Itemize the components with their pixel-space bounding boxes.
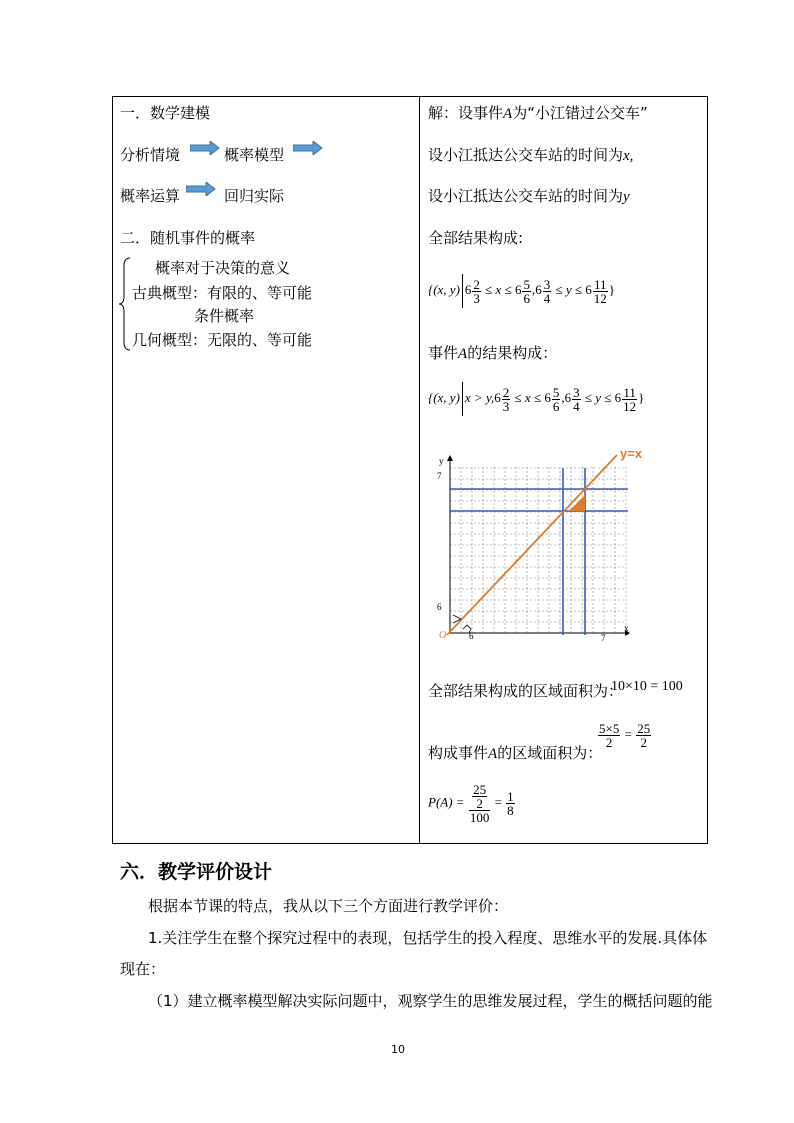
solution-intro: 解：设事件A为“小江错过公交车” (428, 104, 648, 122)
sample-space-set: {(x, y) 6 $\frac{2}{3}$ ≤ x ≤ 6 $\frac{5}{6}$ ,6 $\frac{3}{4}$ ≤ y ≤ 6 $\frac{11}{12}$ } (428, 274, 615, 308)
flow2-step-a: 概率运算 (120, 187, 181, 205)
x-tick-7: 7 (601, 633, 606, 643)
event-letter: A (503, 106, 513, 122)
y-axis-arrow-icon (447, 455, 453, 461)
flow1-step-a: 分析情境 (120, 146, 181, 164)
page-number: 10 (391, 1043, 405, 1056)
right-arrow-icon (190, 141, 220, 155)
right-arrow-icon (186, 182, 216, 196)
brace-item-conditional: 条件概率 (194, 307, 255, 325)
probability-result: P(A) = $\frac{\frac{25}{2}}{100}$ = $\frac{1}{8}$ (428, 782, 514, 825)
y-tick-7: 7 (437, 471, 442, 481)
section6-para1: 根据本节课的特点，我从以下三个方面进行教学评价： (148, 897, 509, 915)
section2-title: 二．随机事件的概率 (120, 229, 256, 247)
section6-para2: 1.关注学生在整个探究过程中的表现，包括学生的投入程度、思维水平的发展.具体体 (148, 929, 708, 947)
area-event-label: 构成事件A的区域面积为： (428, 744, 603, 762)
origin-label: O (439, 630, 447, 641)
event-results-label: 事件A的结果构成： (428, 344, 558, 362)
region-graph (425, 443, 650, 648)
section6-para4: （1）建立概率模型解决实际问题中，观察学生的思维发展过程，学生的概括问题的能 (148, 992, 713, 1010)
x-axis-label: x (624, 623, 629, 633)
brace-item-geometric: 几何概型：无限的、等可能 (132, 331, 313, 349)
y-axis-label: y (439, 456, 444, 466)
x-tick-6: 6 (469, 631, 474, 641)
define-y-line: 设小江抵达公交车站的时间为y (428, 187, 630, 205)
section1-title: 一．数学建模 (120, 104, 211, 122)
section6-para3: 现在： (120, 960, 166, 978)
graph-grid (450, 467, 626, 633)
line-label: y=x (620, 446, 643, 461)
section6-heading: 六．教学评价设计 (120, 861, 273, 883)
define-x-line: 设小江抵达公交车站的时间为x, (428, 146, 634, 164)
left-brace-icon (118, 256, 132, 352)
right-arrow-icon (293, 141, 323, 155)
flow2-step-b: 回归实际 (224, 187, 285, 205)
area-all-label: 全部结果构成的区域面积为： (428, 682, 624, 700)
brace-item-decision: 概率对于决策的意义 (155, 259, 291, 277)
area-event-value: $\frac{5\times 5}{2}$ = $\frac{25}{2}$ (599, 721, 651, 750)
event-a-set: {(x, y) x > y,6 $\frac{2}{3}$ ≤ x ≤ 6 $\frac{5}{6}$ ,6 $\frac{3}{4}$ ≤ y ≤ 6 $\frac{11}{12}$ } (428, 382, 644, 416)
area-all-value: 10×10 = 100 (611, 679, 683, 694)
table-column-divider (419, 96, 420, 844)
flow1-step-b: 概率模型 (224, 146, 285, 164)
all-results-label: 全部结果构成: (428, 229, 524, 247)
y-tick-6: 6 (437, 602, 442, 612)
brace-item-classical: 古典概型：有限的、等可能 (132, 284, 313, 302)
